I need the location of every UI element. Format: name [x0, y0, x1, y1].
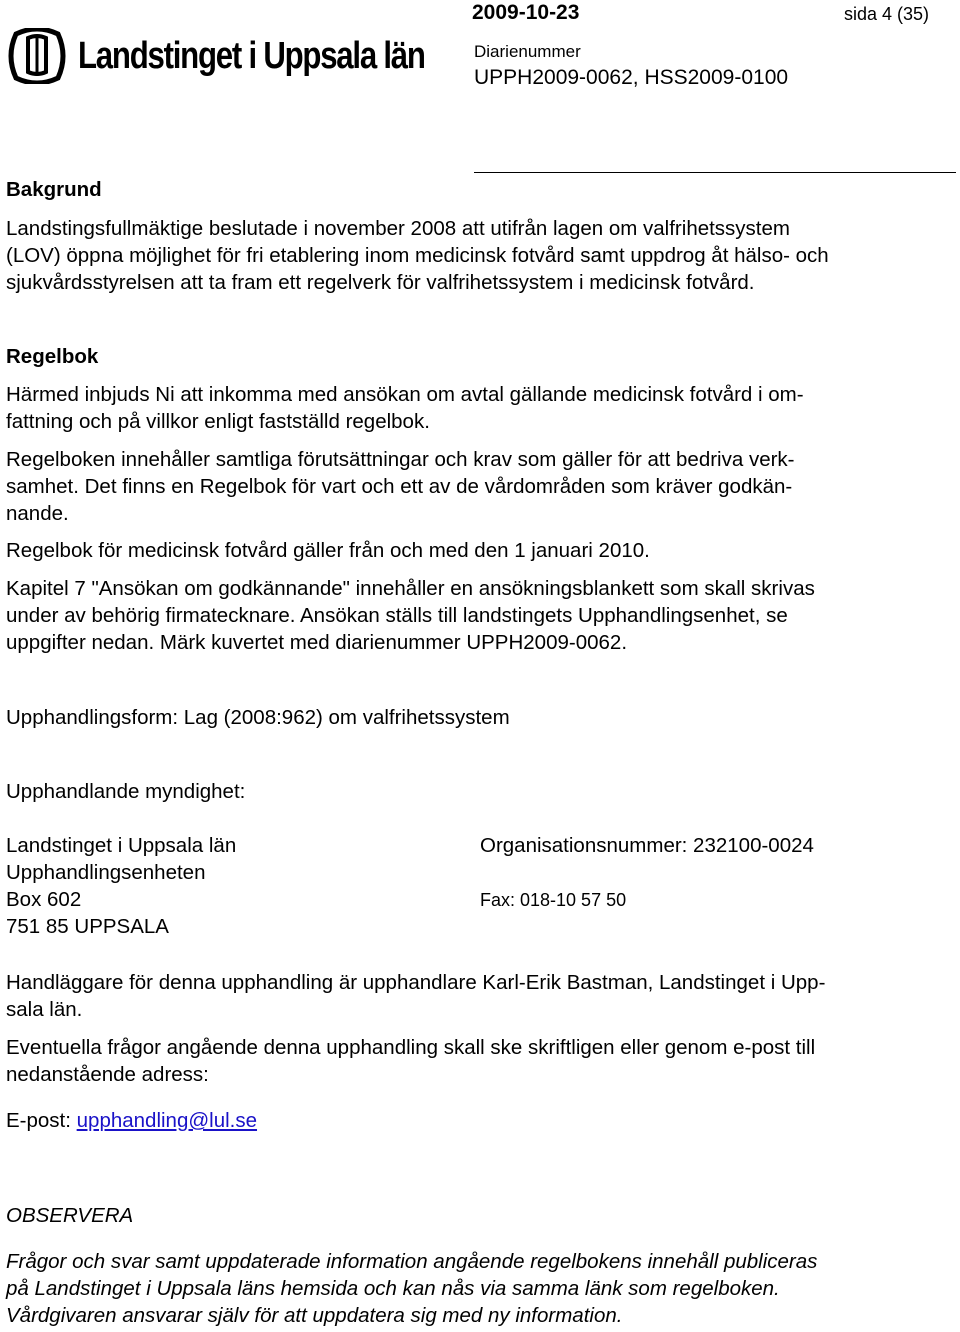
- text-line: nande.: [6, 502, 69, 525]
- address-line: 751 85 UPPSALA: [6, 915, 169, 938]
- text-line: Vårdgivaren ansvarar själv för att uppdatera sig med ny information.: [6, 1304, 623, 1327]
- text-line: nedanstående adress:: [6, 1063, 209, 1086]
- regelbok-paragraph-1: [6, 381, 804, 435]
- header-divider: [474, 172, 956, 173]
- epost-line: [6, 1107, 257, 1134]
- text-line: uppgifter nedan. Märk kuvertet med diarienummer UPPH2009-0062.: [6, 631, 628, 654]
- text-line: Regelboken innehåller samtliga förutsättningar och krav som gäller för att bedriva verk-: [6, 448, 795, 471]
- text-line: Frågor och svar samt uppdaterade information angående regelbokens innehåll publiceras: [6, 1250, 818, 1273]
- regelbok-paragraph-3: [6, 537, 650, 564]
- text-line: Landstingsfullmäktige beslutade i november 2008 att utifrån lagen om valfrihetssystem: [6, 217, 790, 240]
- section-heading-regelbok: Regelbok: [6, 345, 99, 368]
- text-line: på Landstinget i Uppsala läns hemsida och kan nås via samma länk som regelboken.: [6, 1277, 780, 1300]
- organisationsnummer: Organisationsnummer: 232100-0024: [480, 834, 814, 857]
- text-line: Kapitel 7 "Ansökan om godkännande" innehåller en ansökningsblankett som skall skrivas: [6, 577, 815, 600]
- address-line: Box 602: [6, 888, 82, 911]
- regelbok-paragraph-2: [6, 446, 795, 527]
- upphandlingsform: Upphandlingsform: Lag (2008:962) om valfrihetssystem: [6, 706, 510, 729]
- observera-paragraph: [6, 1248, 817, 1329]
- text-line: samhet. Det finns en Regelbok för vart och ett av de vårdområden som kräver godkän-: [6, 475, 793, 498]
- text-line: Handläggare för denna upphandling är upphandlare Karl-Erik Bastman, Landstinget i Upp-: [6, 971, 826, 994]
- diarie-number: UPPH2009-0062, HSS2009-0100: [474, 66, 789, 89]
- diarie-label: Diarienummer: [474, 42, 581, 61]
- bakgrund-paragraph: [6, 215, 829, 296]
- text-line: (LOV) öppna möjlighet för fri etablering inom medicinsk fotvård samt uppdrog åt hälso- och: [6, 244, 829, 267]
- text-line: Härmed inbjuds Ni att inkomma med ansökan om avtal gällande medicinsk fotvård i om-: [6, 383, 804, 406]
- text-line: under av behörig firmatecknare. Ansökan ställs till landstingets Upphandlingsenhet, se: [6, 604, 788, 627]
- myndighet-address: [6, 832, 236, 940]
- address-line: Landstinget i Uppsala län: [6, 834, 237, 857]
- observera-heading: OBSERVERA: [6, 1204, 134, 1227]
- handlaggare-paragraph: [6, 969, 825, 1023]
- organization-logo: [6, 24, 425, 88]
- address-line: Upphandlingsenheten: [6, 861, 206, 884]
- text-line: fattning och på villkor enligt fastställd regelbok.: [6, 410, 430, 433]
- document-date: 2009-10-23: [472, 1, 580, 24]
- section-heading-bakgrund: Bakgrund: [6, 178, 102, 201]
- fax-number: Fax: 018-10 57 50: [480, 890, 627, 910]
- text-line: sjukvårdsstyrelsen att ta fram ett regelverk för valfrihetssystem i medicinsk fotvård.: [6, 271, 755, 294]
- text-line: Eventuella frågor angående denna upphandling skall ske skriftligen eller genom e-post till: [6, 1036, 816, 1059]
- text-line: sala län.: [6, 998, 83, 1021]
- page-number: sida 4 (35): [844, 4, 930, 24]
- epost-label: E-post:: [6, 1109, 77, 1132]
- myndighet-label: Upphandlande myndighet:: [6, 780, 246, 803]
- regelbok-paragraph-4: [6, 575, 815, 656]
- email-link[interactable]: upphandling@lul.se: [76, 1109, 258, 1132]
- logo-emblem-icon: [6, 28, 68, 84]
- logo-text: Landstinget i Uppsala län: [78, 35, 425, 77]
- text-line: Regelbok för medicinsk fotvård gäller från och med den 1 januari 2010.: [6, 539, 650, 562]
- fragor-paragraph: [6, 1034, 815, 1088]
